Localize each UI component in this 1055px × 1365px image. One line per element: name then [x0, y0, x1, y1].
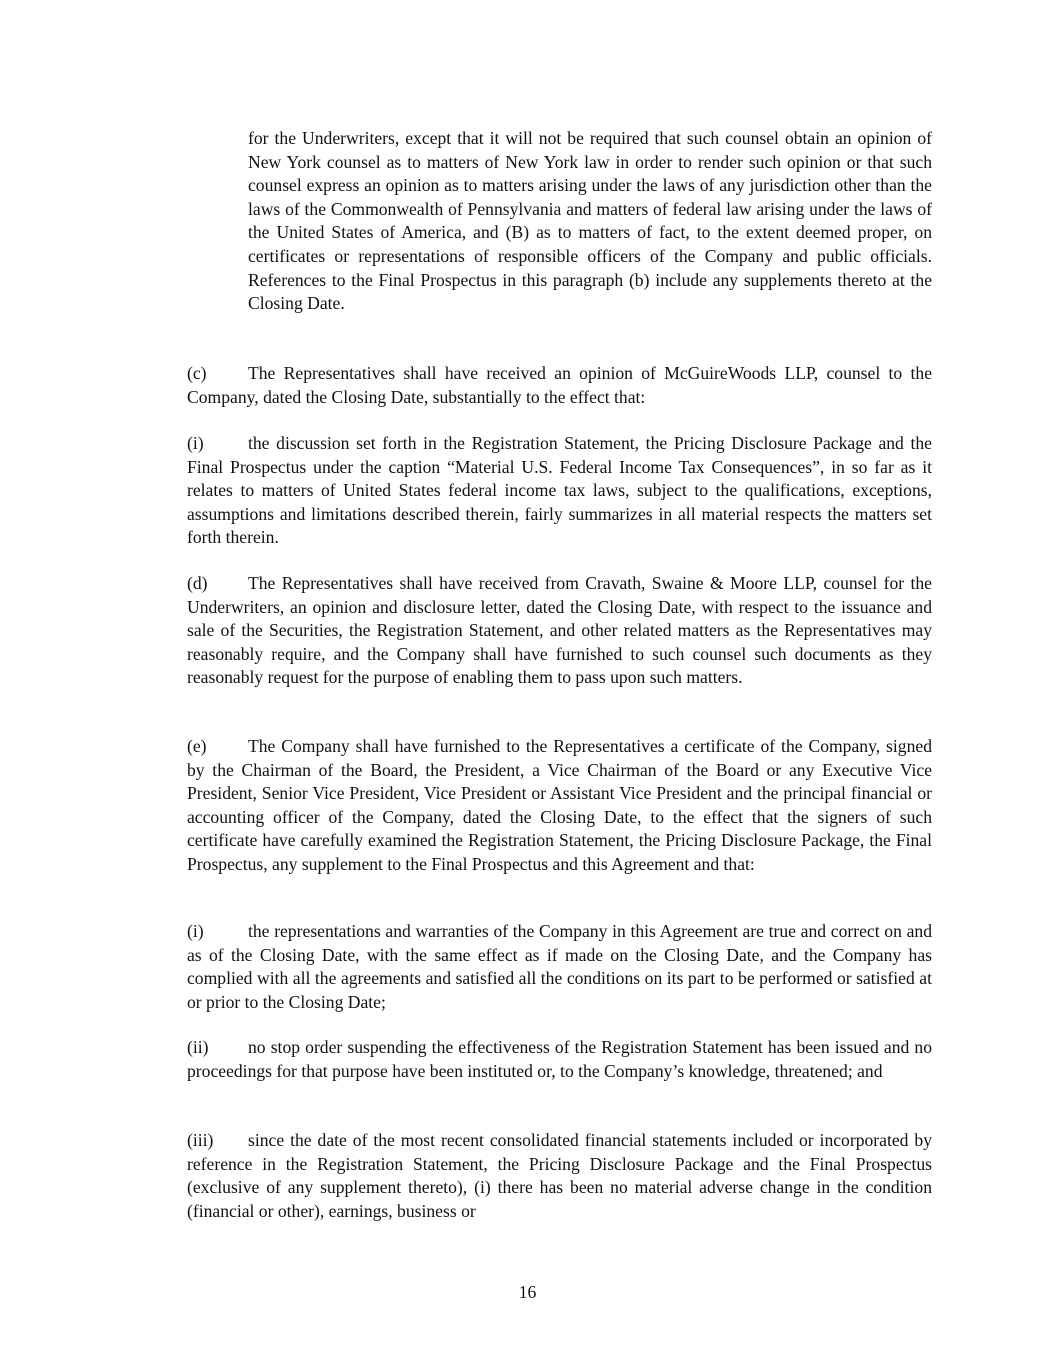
- paragraph-text: the representations and warranties of the Company in this Agreement are true and correct on and as of the Closing Date, with the same effect as if made on the Closing Date, and the Company has complied with all the agreements and satisfied all the conditions on its part to be performed or satisfied at or prior to the Closing Date;: [187, 921, 932, 1012]
- paragraph-label: (c): [187, 363, 207, 383]
- paragraph-c-i: [187, 432, 932, 550]
- paragraph-e: [187, 735, 932, 877]
- paragraph-label: (i): [187, 921, 204, 941]
- paragraph-label: (ii): [187, 1037, 209, 1057]
- paragraph-label: (d): [187, 573, 208, 593]
- paragraph-label: (e): [187, 736, 207, 756]
- paragraph-text: no stop order suspending the effectiveness of the Registration Statement has been issued and no proceedings for that purpose have been instituted or, to the Company’s knowledge, threatened; and: [187, 1037, 932, 1081]
- paragraph-e-ii: [187, 1036, 932, 1083]
- paragraph-label: (iii): [187, 1130, 214, 1150]
- paragraph-text: The Representatives shall have received an opinion of McGuireWoods LLP, counsel to the Company, dated the Closing Date, substantially to the effect that:: [187, 363, 932, 407]
- paragraph-text: for the Underwriters, except that it will not be required that such counsel obtain an opinion of New York counsel as to matters of New York law in order to render such opinion or that such counsel express an opinion as to matters arising under the laws of any jurisdiction other than the laws of the Commonwealth of Pennsylvania and matters of federal law arising under the laws of the United States of America, and (B) as to matters of fact, to the extent deemed proper, on certificates or representations of responsible officers of the Company and public officials. References to the Final Prospectus in this paragraph (b) include any supplements thereto at the Closing Date.: [248, 128, 932, 314]
- paragraph-label: (i): [187, 433, 204, 453]
- paragraph-text: the discussion set forth in the Registration Statement, the Pricing Disclosure Package and the Final Prospectus under the caption “Material U.S. Federal Income Tax Consequences”, in so far as it relates to matters of United States federal income tax laws, subject to the qualifications, exceptions, assumptions and limitations described therein, fairly summarizes in all material respects the matters set forth therein.: [187, 433, 932, 548]
- paragraph-b-continuation: [248, 127, 932, 316]
- paragraph-c: [187, 362, 932, 409]
- page-number: 16: [518, 1282, 537, 1302]
- paragraph-d: [187, 572, 932, 690]
- paragraph-e-i: [187, 920, 932, 1014]
- paragraph-text: The Representatives shall have received from Cravath, Swaine & Moore LLP, counsel for the Underwriters, an opinion and disclosure letter, dated the Closing Date, with respect to the issuance and sale of the Securities, the Registration Statement, and other related matters as the Representatives may reasonably require, and the Company shall have furnished to such counsel such documents as they reasonably request for the purpose of enabling them to pass upon such matters.: [187, 573, 932, 688]
- paragraph-text: The Company shall have furnished to the Representatives a certificate of the Company, signed by the Chairman of the Board, the President, a Vice Chairman of the Board or any Executive Vice President, Senior Vice President, Vice President or Assistant Vice President and the principal financial or accounting officer of the Company, dated the Closing Date, to the effect that the signers of such certificate have carefully examined the Registration Statement, the Pricing Disclosure Package, the Final Prospectus, any supplement to the Final Prospectus and this Agreement and that:: [187, 736, 932, 874]
- paragraph-text: since the date of the most recent consolidated financial statements included or incorporated by reference in the Registration Statement, the Pricing Disclosure Package and the Final Prospectus (exclusive of any supplement thereto), (i) there has been no material adverse change in the condition (financial or other), earnings, business or: [187, 1130, 932, 1221]
- paragraph-e-iii: [187, 1129, 932, 1223]
